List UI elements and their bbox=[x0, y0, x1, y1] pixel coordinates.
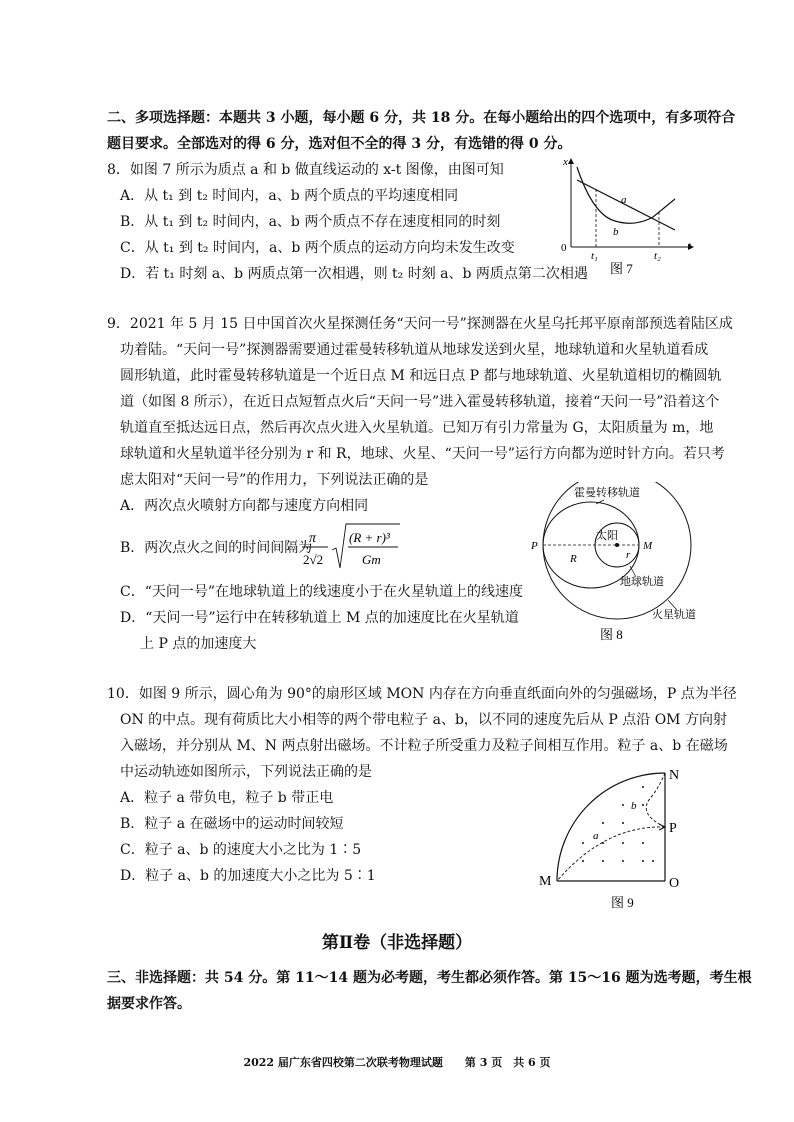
q8-option-b: B．从 t₁ 到 t₂ 时间内，a、b 两个质点不存在速度相同的时刻 bbox=[120, 214, 501, 230]
fig9-m: M bbox=[539, 874, 552, 889]
formula-root-num: (R + r)³ bbox=[349, 530, 390, 545]
q8-option-c: C．从 t₁ 到 t₂ 时间内，a、b 两个质点的运动方向均未发生改变 bbox=[120, 240, 515, 256]
q10-option-d: D．粒子 a、b 的加速度大小之比为 5∶1 bbox=[120, 868, 376, 884]
page-footer: 2022 届广东省四校第二次联考物理试题 第 3 页 共 6 页 bbox=[243, 1056, 551, 1069]
figure-8 bbox=[528, 482, 718, 647]
fig9-n: N bbox=[669, 768, 680, 783]
q10-line1: 10．如图 9 所示，圆心角为 90°的扇形区域 MON 内存在方向垂直纸面向外的匀强磁场，P 点为半径 bbox=[107, 686, 737, 702]
fig7-t2: t₂ bbox=[654, 250, 661, 262]
fig9-caption: 图 9 bbox=[611, 895, 634, 910]
q10-line2: ON 的中点。现有荷质比大小相等的两个带电粒子 a、b，以不同的速度先后从 P 点沿 OM 方向射 bbox=[120, 712, 727, 728]
q9-option-b-formula bbox=[302, 522, 402, 572]
fig8-m: M bbox=[643, 540, 653, 552]
q10-option-c: C．粒子 a、b 的速度大小之比为 1∶5 bbox=[120, 842, 362, 858]
fig7-label-b: b bbox=[613, 226, 619, 238]
fig8-p: P bbox=[531, 540, 538, 552]
q9-line2: 功着陆。“天问一号”探测器需要通过霍曼转移轨道从地球发送到火星，地球轨道和火星轨道看成 bbox=[120, 342, 709, 358]
mars-orbit-circle bbox=[543, 482, 691, 619]
q10-line4: 中运动轨迹如图所示，下列说法正确的是 bbox=[120, 764, 372, 780]
fig7-t-label: t bbox=[688, 240, 692, 252]
fig7-label-a: a bbox=[621, 194, 627, 206]
formula-pi: π bbox=[309, 531, 317, 546]
q9-line3: 圆形轨道，此时霍曼转移轨道是一个近日点 M 和远日点 P 都与地球轨道、火星轨道相切的椭圆轨 bbox=[120, 368, 722, 384]
trajectory-a bbox=[557, 827, 665, 881]
trajectory-b bbox=[646, 773, 665, 827]
fig8-earth-label: 地球轨道 bbox=[620, 576, 664, 588]
fig9-b: b bbox=[631, 800, 637, 812]
q9-line4: 道（如图 8 所示），在近日点短暂点火后“天问一号”进入霍曼转移轨道，接着“天问一号”沿着这个 bbox=[120, 394, 720, 410]
field-dots bbox=[582, 786, 654, 862]
q9-line6: 球轨道和火星轨道半径分别为 r 和 R，地球、火星、“天问一号”运行方向都为逆时针方向。若只考 bbox=[120, 446, 725, 462]
figure-7 bbox=[555, 155, 695, 275]
fig7-caption: 图 7 bbox=[610, 261, 633, 275]
q9-line1: 9．2021 年 5 月 15 日中国首次火星探测任务“天问一号”探测器在火星乌托邦平原南部预选着陆区成 bbox=[107, 316, 733, 332]
section3-line1: 三、非选择题：共 54 分。第 11～14 题为必考题，考生都必须作答。第 15～16 题为选考题，考生根 bbox=[107, 970, 752, 986]
q9-option-d-line1: D．“天问一号”运行中在转移轨道上 M 点的加速度比在火星轨道 bbox=[120, 610, 519, 626]
q9-option-d-line2: 上 P 点的加速度大 bbox=[140, 636, 257, 652]
q10-option-a: A．粒子 a 带负电，粒子 b 带正电 bbox=[120, 790, 334, 806]
q8-option-a: A．从 t₁ 到 t₂ 时间内，a、b 两个质点的平均速度相同 bbox=[120, 188, 459, 204]
q9-line5: 轨道直至抵达远日点，然后再次点火进入火星轨道。已知万有引力常量为 G，太阳质量为 m，地 bbox=[120, 420, 714, 436]
fig8-R: R bbox=[570, 553, 577, 565]
q9-line7: 虑太阳对“天问一号”的作用力，下列说法正确的是 bbox=[120, 472, 429, 488]
fig7-origin: 0 bbox=[561, 242, 567, 254]
q9-option-a: A．两次点火喷射方向都与速度方向相同 bbox=[120, 498, 369, 514]
q9-option-c: C．“天问一号”在地球轨道上的线速度小于在火星轨道上的线速度 bbox=[120, 584, 524, 600]
fig8-mars-label: 火星轨道 bbox=[652, 609, 696, 621]
fig7-t1: t₁ bbox=[591, 250, 598, 262]
q10-line3: 入磁场，并分别从 M、N 两点射出磁场。不计粒子所受重力及粒子间相互作用。粒子 a、b 在磁场 bbox=[120, 738, 728, 754]
q8-stem: 8．如图 7 所示为质点 a 和 b 做直线运动的 x-t 图像，由图可知 bbox=[107, 162, 504, 178]
arc-mn bbox=[557, 773, 665, 881]
fig8-r: r bbox=[626, 549, 631, 561]
fig9-p: P bbox=[669, 821, 677, 836]
q8-option-d: D．若 t₁ 时刻 a、b 两质点第一次相遇，则 t₂ 时刻 a、b 两质点第二次相遇 bbox=[120, 266, 588, 282]
fig9-o: O bbox=[669, 876, 680, 891]
q9-option-b-text: B．两次点火之间的时间间隔为 bbox=[120, 540, 313, 556]
q10-option-b: B．粒子 a 在磁场中的运动时间较短 bbox=[120, 816, 344, 832]
formula-2root2: 2√2 bbox=[303, 552, 324, 567]
part2-title: 第Ⅱ卷（非选择题） bbox=[321, 933, 473, 953]
formula-root-den: Gm bbox=[362, 552, 381, 567]
fig8-sun: 太阳 bbox=[596, 530, 618, 542]
fig8-hohmann-label: 霍曼转移轨道 bbox=[574, 487, 640, 499]
section2-line1: 二、多项选择题：本题共 3 小题，每小题 6 分，共 18 分。在每小题给出的四个选项中，有多项符合 bbox=[107, 110, 736, 126]
fig9-a: a bbox=[593, 830, 599, 842]
section3-line2: 据要求作答。 bbox=[107, 996, 191, 1012]
fig7-x-label: x bbox=[563, 156, 568, 168]
figure-9 bbox=[535, 765, 695, 915]
section2-line2: 题目要求。全部选对的得 6 分，选对但不全的得 3 分，有选错的得 0 分。 bbox=[107, 136, 572, 152]
fig8-caption: 图 8 bbox=[600, 627, 623, 642]
